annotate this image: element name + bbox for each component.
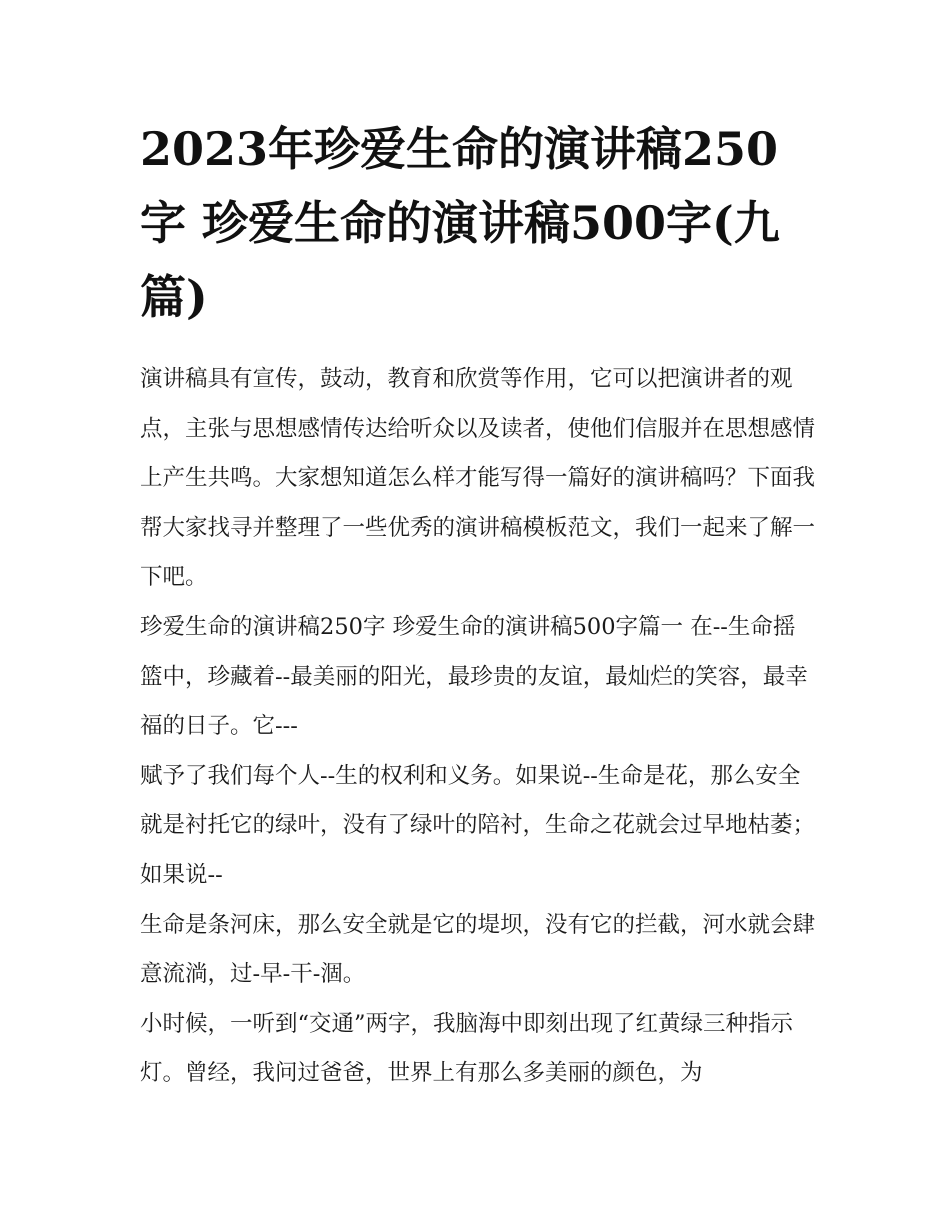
document-body: [140, 355, 815, 1099]
paragraph: 赋予了我们每个人--生的权利和义务。如果说--生命是花，那么安全就是衬托它的绿叶，没有了绿叶的陪衬，生命之花就会过早地枯萎；如果说--: [140, 762, 816, 888]
paragraph: 生命是条河床，那么安全就是它的堤坝，没有它的拦截，河水就会肆意流淌，过-早-干-涸。: [140, 911, 816, 988]
paragraph: 珍爱生命的演讲稿250字 珍爱生命的演讲稿500字篇一 在--生命摇篮中，珍藏着--最美丽的阳光，最珍贵的友谊，最灿烂的笑容，最幸福的日子。它---: [140, 613, 808, 740]
document-title: 2023年珍爱生命的演讲稿250字 珍爱生命的演讲稿500字(九篇): [140, 122, 780, 324]
paragraph: 小时候，一听到“交通”两字，我脑海中即刻出现了红黄绿三种指示灯。曾经，我问过爸爸，世界上有那么多美丽的颜色，为: [140, 1010, 794, 1087]
paragraph: 演讲稿具有宣传，鼓动，教育和欣赏等作用，它可以把演讲者的观点，主张与思想感情传达给听众以及读者，使他们信服并在思想感情上产生共鸣。大家想知道怎么样才能写得一篇好的演讲稿吗？下面我帮大家找寻并整理了一些优秀的演讲稿模板范文，我们一起来了解一下吧。: [140, 366, 816, 591]
